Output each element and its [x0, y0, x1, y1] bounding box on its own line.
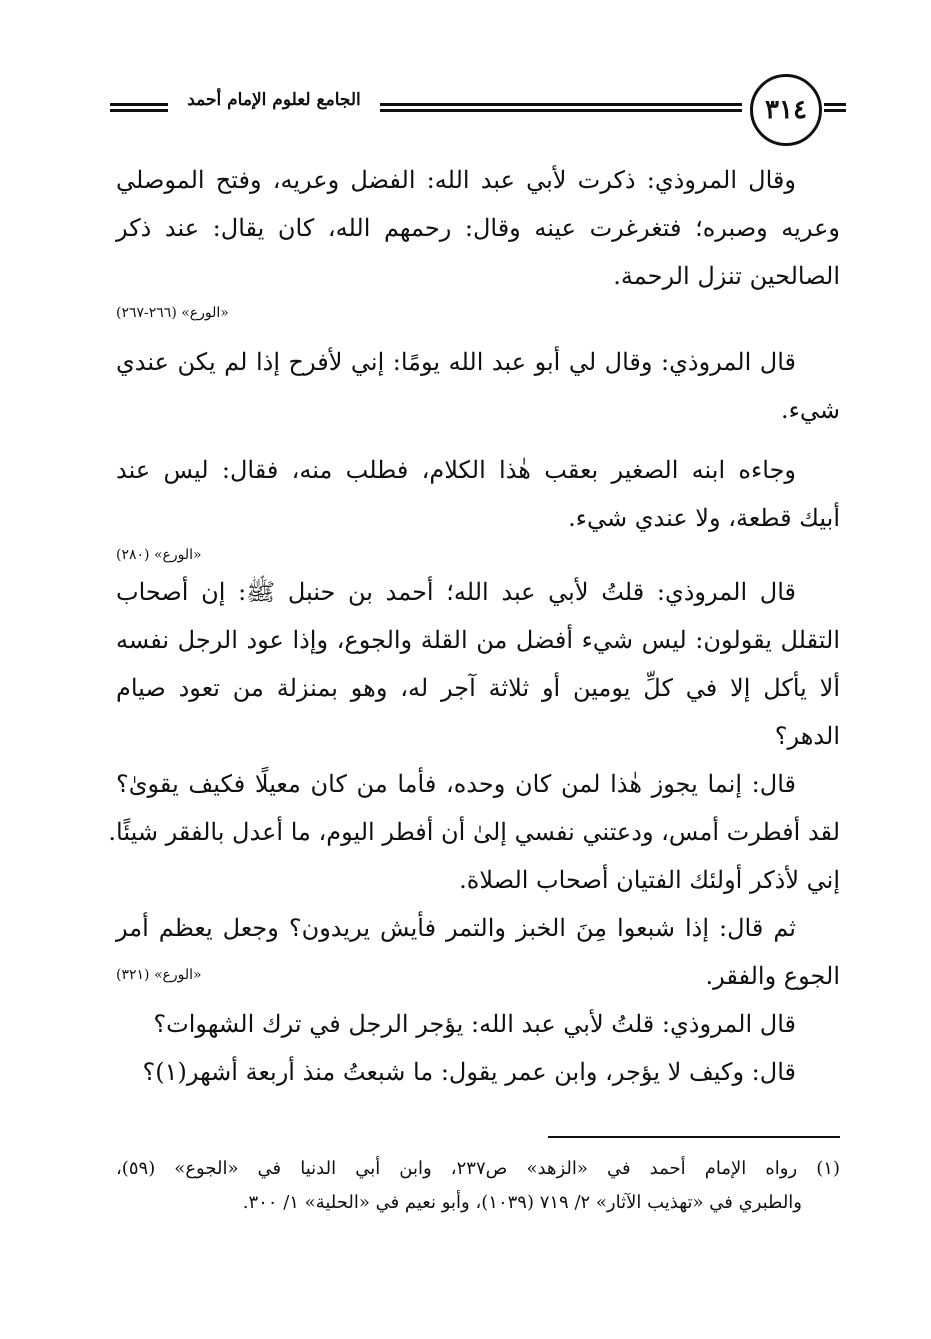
text-line: وقال المروذي: ذكرت لأبي عبد الله: الفضل وعريه، وفتح الموصلي: [116, 166, 796, 194]
page-number: ٣١٤: [750, 74, 822, 146]
text-line: الدهر؟: [774, 722, 840, 750]
page-header: [110, 72, 840, 142]
paragraph: [116, 446, 840, 568]
paragraph: [116, 568, 840, 760]
footnotes: [116, 1152, 840, 1220]
paragraph: [116, 904, 840, 1000]
page-body: [108, 156, 840, 1096]
source-citation: «الورع» (٢٦٦-٢٦٧): [116, 305, 229, 321]
text-line: وعريه وصبره؛ فتغرغرت عينه وقال: رحمهم الله، كان يقال: عند ذكر: [116, 214, 840, 242]
footnote-separator: [548, 1136, 840, 1138]
paragraph: [116, 1000, 840, 1096]
source-citation: «الورع» (٣٢١): [116, 967, 202, 983]
text-line: قال المروذي: وقال لي أبو عبد الله يومًا: إني لأفرح إذا لم يكن عندي: [116, 348, 796, 376]
text-line: ثم قال: إذا شبعوا مِنَ الخبز والتمر فأيش يريدون؟ وجعل يعظم أمر: [116, 914, 796, 942]
footnote-line: (١) رواه الإمام أحمد في «الزهد» ص٢٣٧، وابن أبي الدنيا في «الجوع» (٥٩)،: [116, 1158, 840, 1179]
text-line: الصالحين تنزل الرحمة.: [613, 262, 840, 290]
paragraph: [116, 156, 840, 326]
text-line: شيء.: [780, 396, 840, 424]
text-line: لقد أفطرت أمس، ودعتني نفسي إلىٰ أن أفطر اليوم، ما أعدل بالفقر شيئًا.: [108, 818, 840, 846]
text-line: أبيك قطعة، ولا عندي شيء.: [568, 504, 840, 532]
source-citation: «الورع» (٢٨٠): [116, 547, 202, 563]
header-rule-right: [824, 103, 846, 112]
text-line: التقلل يقولون: ليس شيء أفضل من القلة والجوع، وإذا عود الرجل نفسه: [116, 626, 840, 654]
paragraph: [116, 338, 840, 434]
text-line: قال المروذي: قلتُ لأبي عبد الله؛ أحمد بن حنبل ﷺ: إن أصحاب: [116, 578, 797, 606]
text-line: قال: وكيف لا يؤجر، وابن عمر يقول: ما شبعتُ منذ أربعة أشهر(١)؟: [142, 1058, 796, 1086]
header-rule-middle: [380, 103, 742, 112]
text-line: ألا يأكل إلا في كلِّ يومين أو ثلاثة آجر له، وهو بمنزلة من تعود صيام: [116, 674, 840, 702]
footnote-line: والطبري في «تهذيب الآثار» ٢/ ٧١٩ (١٠٣٩)، وأبو نعيم في «الحلية» ١/ ٣٠٠.: [242, 1192, 802, 1213]
paragraph: [108, 760, 840, 904]
text-line: الجوع والفقر.: [705, 962, 840, 990]
text-line: إني لأذكر أولئك الفتيان أصحاب الصلاة.: [459, 866, 840, 894]
header-rule-left: [110, 103, 168, 112]
text-line: قال: إنما يجوز هٰذا لمن كان وحده، فأما من كان معيلًا فكيف يقوىٰ؟: [116, 770, 796, 798]
running-title: الجامع لعلوم الإمام أحمد: [187, 90, 361, 110]
text-line: وجاءه ابنه الصغير بعقب هٰذا الكلام، فطلب منه، فقال: ليس عند: [116, 456, 797, 484]
text-line: قال المروذي: قلتُ لأبي عبد الله: يؤجر الرجل في ترك الشهوات؟: [153, 1010, 796, 1038]
